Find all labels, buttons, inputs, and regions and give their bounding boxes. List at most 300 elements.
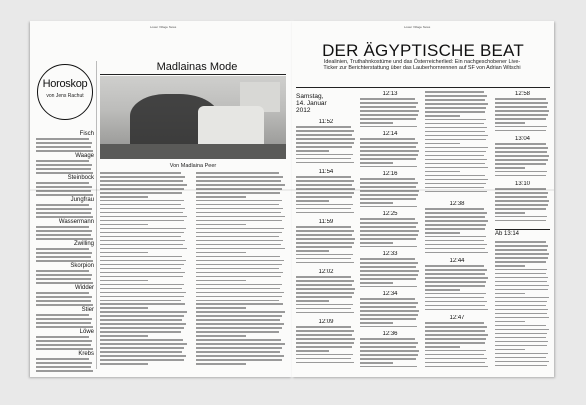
text-line [100, 212, 183, 214]
text-line [100, 292, 186, 294]
text-line [425, 135, 488, 137]
text-line [360, 266, 416, 268]
ticker-entry [495, 181, 550, 226]
text-line [196, 359, 282, 361]
text-line [360, 350, 419, 352]
ticker-entry [360, 331, 420, 371]
text-line [196, 280, 246, 282]
text-line [425, 119, 486, 121]
text-line [360, 150, 419, 152]
text-line [425, 248, 485, 250]
sign-text [36, 314, 94, 329]
text-line [360, 186, 416, 188]
text-line [425, 252, 488, 254]
sign-text [36, 292, 94, 307]
text-line [36, 304, 93, 306]
text-line [360, 286, 417, 288]
text-line [196, 323, 284, 325]
text-line [196, 244, 281, 246]
text-line [36, 256, 91, 258]
text-line [495, 192, 548, 194]
text-line [495, 110, 549, 112]
sign-text [36, 270, 94, 285]
text-line [495, 212, 525, 214]
text-line [495, 245, 548, 247]
text-line [196, 192, 280, 194]
text-line [196, 264, 282, 266]
horoskop-circle [37, 64, 93, 120]
ticker-entry [360, 211, 420, 251]
ticker-time: 12:02 [318, 269, 334, 275]
text-line [296, 212, 354, 214]
text-line [425, 159, 487, 161]
text-line [100, 200, 184, 202]
sign-name: Fisch [79, 131, 94, 137]
text-line [495, 325, 546, 327]
text-line [36, 322, 91, 324]
text-line [360, 274, 418, 276]
date-block [296, 93, 354, 115]
text-line [425, 155, 484, 157]
text-line [36, 260, 93, 262]
text-line [196, 184, 285, 186]
text-line [100, 260, 186, 262]
text-line [196, 315, 282, 317]
text-line [36, 300, 91, 302]
text-line [296, 300, 329, 302]
text-line [495, 167, 525, 169]
text-line [296, 308, 351, 310]
text-line [360, 338, 415, 340]
text-line [36, 150, 93, 152]
text-line [36, 216, 93, 218]
text-line [296, 280, 354, 282]
ticker-time: 12:36 [382, 331, 398, 337]
text-line [425, 354, 484, 356]
horoskop-sign [36, 351, 94, 373]
text-line [360, 206, 417, 208]
running-header: Lower Village News [150, 25, 177, 29]
article-title: DER ÄGYPTISCHE BEAT [322, 41, 524, 60]
ticker-entry [296, 269, 356, 319]
text-line [360, 234, 418, 236]
ticker-entry [296, 119, 356, 169]
text-line [100, 272, 185, 274]
ticker-column-1 [296, 119, 356, 373]
text-line [495, 241, 546, 243]
text-line [196, 204, 279, 206]
text-line [296, 334, 352, 336]
text-line [36, 204, 89, 206]
text-line [100, 264, 184, 266]
text-line [296, 134, 352, 136]
text-line [425, 147, 488, 149]
sign-name: Krebs [78, 351, 94, 357]
text-line [360, 358, 416, 360]
text-line [360, 282, 393, 284]
text-line [196, 327, 282, 329]
text-line [196, 363, 246, 365]
text-line [296, 146, 352, 148]
ab-text [495, 241, 550, 373]
text-line [360, 302, 418, 304]
text-line [425, 240, 484, 242]
text-line [425, 224, 486, 226]
text-line [196, 311, 285, 313]
text-line [296, 304, 353, 306]
text-line [36, 314, 89, 316]
text-line [425, 99, 485, 101]
text-line [360, 162, 393, 164]
text-line [495, 353, 548, 355]
text-line [425, 151, 486, 153]
text-line [36, 146, 91, 148]
text-line [100, 307, 148, 309]
text-line [495, 106, 547, 108]
text-line [360, 126, 417, 128]
text-line [495, 220, 546, 222]
text-line [495, 155, 549, 157]
text-line [296, 362, 354, 364]
text-line [196, 307, 246, 309]
text-line [196, 256, 280, 258]
text-line [360, 270, 419, 272]
text-line [36, 344, 91, 346]
sign-text [36, 160, 94, 175]
text-line [360, 298, 415, 300]
text-line [100, 216, 187, 218]
text-line [360, 258, 415, 260]
text-line [36, 270, 89, 272]
ab-heading: Ab 13:14 [495, 231, 520, 237]
text-line [495, 204, 548, 206]
text-line [100, 196, 148, 198]
text-line [36, 340, 92, 342]
text-line [360, 142, 418, 144]
text-line [425, 127, 487, 129]
text-line [425, 309, 488, 311]
right-page [292, 21, 554, 377]
text-line [36, 212, 91, 214]
text-line [100, 236, 181, 238]
ticker-entry [495, 136, 550, 181]
text-line [196, 228, 284, 230]
text-line [100, 296, 184, 298]
text-line [425, 131, 485, 133]
text-line [360, 322, 393, 324]
text-line [425, 111, 485, 113]
text-line [100, 280, 148, 282]
text-line [196, 335, 246, 337]
text-line [36, 282, 93, 284]
text-line [360, 222, 418, 224]
text-line [100, 335, 148, 337]
ticker-intro-text [425, 91, 489, 197]
text-line [495, 357, 546, 359]
text-line [495, 208, 546, 210]
text-line [296, 176, 351, 178]
text-line [296, 162, 354, 164]
ticker-time: 12:33 [382, 251, 398, 257]
text-line [196, 240, 283, 242]
text-line [100, 339, 183, 341]
text-line [360, 194, 418, 196]
ticker-entry [296, 219, 356, 269]
sign-text [36, 226, 94, 241]
text-line [100, 180, 183, 182]
text-line [196, 176, 283, 178]
horoskop-sign [36, 131, 94, 153]
text-line [36, 358, 89, 360]
text-line [495, 159, 548, 161]
text-line [495, 297, 549, 299]
text-line [100, 244, 183, 246]
text-line [100, 172, 181, 174]
text-line [495, 345, 547, 347]
sign-name: Löwe [79, 329, 94, 335]
text-line [36, 326, 93, 328]
ticker-entry [360, 131, 420, 171]
ticker-entry [360, 251, 420, 291]
text-line [196, 260, 284, 262]
sign-name: Steinbock [67, 175, 94, 181]
text-line [360, 230, 419, 232]
text-line [296, 196, 352, 198]
text-line [36, 292, 89, 294]
text-line [360, 154, 418, 156]
text-line [360, 354, 418, 356]
text-line [36, 252, 92, 254]
horoskop-sign [36, 263, 94, 285]
text-line [495, 301, 547, 303]
text-line [296, 250, 329, 252]
text-line [196, 351, 280, 353]
text-line [360, 366, 417, 368]
text-line [495, 98, 546, 100]
sign-name: Zwilling [73, 241, 94, 247]
page-fold [30, 189, 554, 191]
text-line [196, 276, 281, 278]
text-line [425, 297, 484, 299]
text-line [360, 362, 393, 364]
text-line [360, 262, 418, 264]
text-line [360, 166, 417, 168]
text-line [296, 184, 352, 186]
text-line [196, 200, 282, 202]
text-line [196, 300, 279, 302]
text-line [36, 164, 92, 166]
ticker-entry [360, 91, 420, 131]
ticker-time: 12:16 [382, 171, 398, 177]
text-line [495, 289, 548, 291]
text-line [196, 232, 282, 234]
text-line [425, 326, 487, 328]
text-line [495, 130, 546, 132]
text-line [425, 220, 488, 222]
ticker-time: 12:13 [382, 91, 398, 97]
text-line [196, 220, 282, 222]
text-line [495, 196, 547, 198]
text-line [360, 238, 416, 240]
text-line [425, 265, 484, 267]
ticker-entry [296, 319, 356, 369]
text-line [495, 361, 549, 363]
text-line [296, 208, 351, 210]
text-line [425, 281, 486, 283]
text-line [36, 186, 92, 188]
sign-text [36, 336, 94, 351]
text-line [100, 192, 182, 194]
text-line [100, 268, 181, 270]
text-line [196, 172, 279, 174]
text-line [196, 224, 246, 226]
text-line [100, 224, 148, 226]
ticker-time: 12:58 [514, 91, 530, 97]
ticker-entry [425, 258, 489, 315]
text-line [100, 240, 185, 242]
text-line [360, 114, 418, 116]
text-line [296, 142, 354, 144]
text-line [360, 310, 419, 312]
text-line [425, 285, 485, 287]
text-line [425, 305, 485, 307]
text-line [100, 184, 187, 186]
text-line [495, 333, 547, 335]
sign-name: Waage [75, 153, 94, 159]
text-line [100, 228, 186, 230]
text-line [196, 355, 284, 357]
text-line [425, 301, 487, 303]
text-line [495, 309, 548, 311]
ticker-entry [360, 171, 420, 211]
ticker-entry [425, 315, 489, 372]
text-line [100, 347, 184, 349]
text-line [360, 118, 416, 120]
text-line [100, 284, 184, 286]
text-line [196, 288, 280, 290]
ticker-time: 11:52 [318, 119, 334, 125]
text-line [425, 232, 460, 234]
text-line [360, 110, 419, 112]
text-line [495, 122, 525, 124]
text-line [425, 362, 485, 364]
horoskop-sign [36, 329, 94, 351]
text-line [100, 300, 181, 302]
text-line [425, 91, 484, 93]
text-line [425, 293, 486, 295]
ticker-time: 13:10 [514, 181, 530, 187]
text-line [425, 330, 485, 332]
text-line [296, 342, 354, 344]
text-line [360, 198, 416, 200]
text-line [495, 151, 547, 153]
text-line [495, 341, 548, 343]
text-line [495, 261, 546, 263]
text-line [296, 238, 355, 240]
text-line [425, 342, 485, 344]
article-title: Madlainas Mode [156, 61, 238, 73]
text-line [495, 126, 547, 128]
text-line [36, 348, 93, 350]
text-line [425, 350, 486, 352]
text-line [360, 246, 417, 248]
text-line [296, 254, 353, 256]
ticker-entry [425, 201, 489, 258]
text-line [36, 238, 93, 240]
text-line [296, 288, 355, 290]
date-weekday: Samstag, [296, 93, 324, 100]
text-line [296, 150, 329, 152]
text-line [425, 212, 487, 214]
text-line [425, 208, 484, 210]
sign-text [36, 138, 94, 153]
ticker-time: 11:59 [318, 219, 334, 225]
text-line [196, 252, 246, 254]
ticker-entry [360, 291, 420, 331]
text-line [36, 278, 91, 280]
text-line [296, 262, 354, 264]
text-line [196, 319, 280, 321]
text-line [196, 248, 285, 250]
sign-name: Skorpion [70, 263, 94, 269]
text-line [196, 343, 285, 345]
text-line [425, 115, 460, 117]
text-line [360, 342, 418, 344]
ticker-time: 12:44 [449, 258, 465, 264]
text-line [296, 338, 355, 340]
text-line [100, 331, 181, 333]
text-line [36, 172, 93, 174]
text-line [196, 216, 285, 218]
text-line [425, 187, 484, 189]
text-line [36, 168, 91, 170]
horoskop-title: Horoskop [42, 78, 88, 90]
text-line [296, 204, 353, 206]
date-day-month: 14. Januar [296, 100, 327, 108]
text-line [360, 102, 418, 104]
text-line [425, 179, 488, 181]
text-line [495, 171, 547, 173]
text-line [196, 208, 283, 210]
text-line [196, 180, 281, 182]
text-line [425, 216, 485, 218]
text-line [360, 318, 416, 320]
text-line [36, 230, 92, 232]
text-line [296, 158, 351, 160]
text-line [425, 103, 488, 105]
text-line [495, 269, 547, 271]
text-line [425, 167, 488, 169]
horoskop-sign [36, 153, 94, 175]
text-line [425, 107, 486, 109]
text-line [360, 346, 416, 348]
text-line [495, 253, 549, 255]
text-line [100, 355, 186, 357]
text-line [196, 272, 283, 274]
ticker-time: 12:34 [382, 291, 398, 297]
text-line [425, 269, 487, 271]
text-line [296, 292, 354, 294]
text-line [495, 118, 546, 120]
text-line [36, 248, 89, 250]
text-line [196, 284, 282, 286]
text-line [495, 329, 549, 331]
text-line [425, 273, 485, 275]
text-line [296, 246, 352, 248]
text-line [360, 98, 415, 100]
sign-name: Widder [74, 285, 94, 291]
text-line [296, 350, 329, 352]
